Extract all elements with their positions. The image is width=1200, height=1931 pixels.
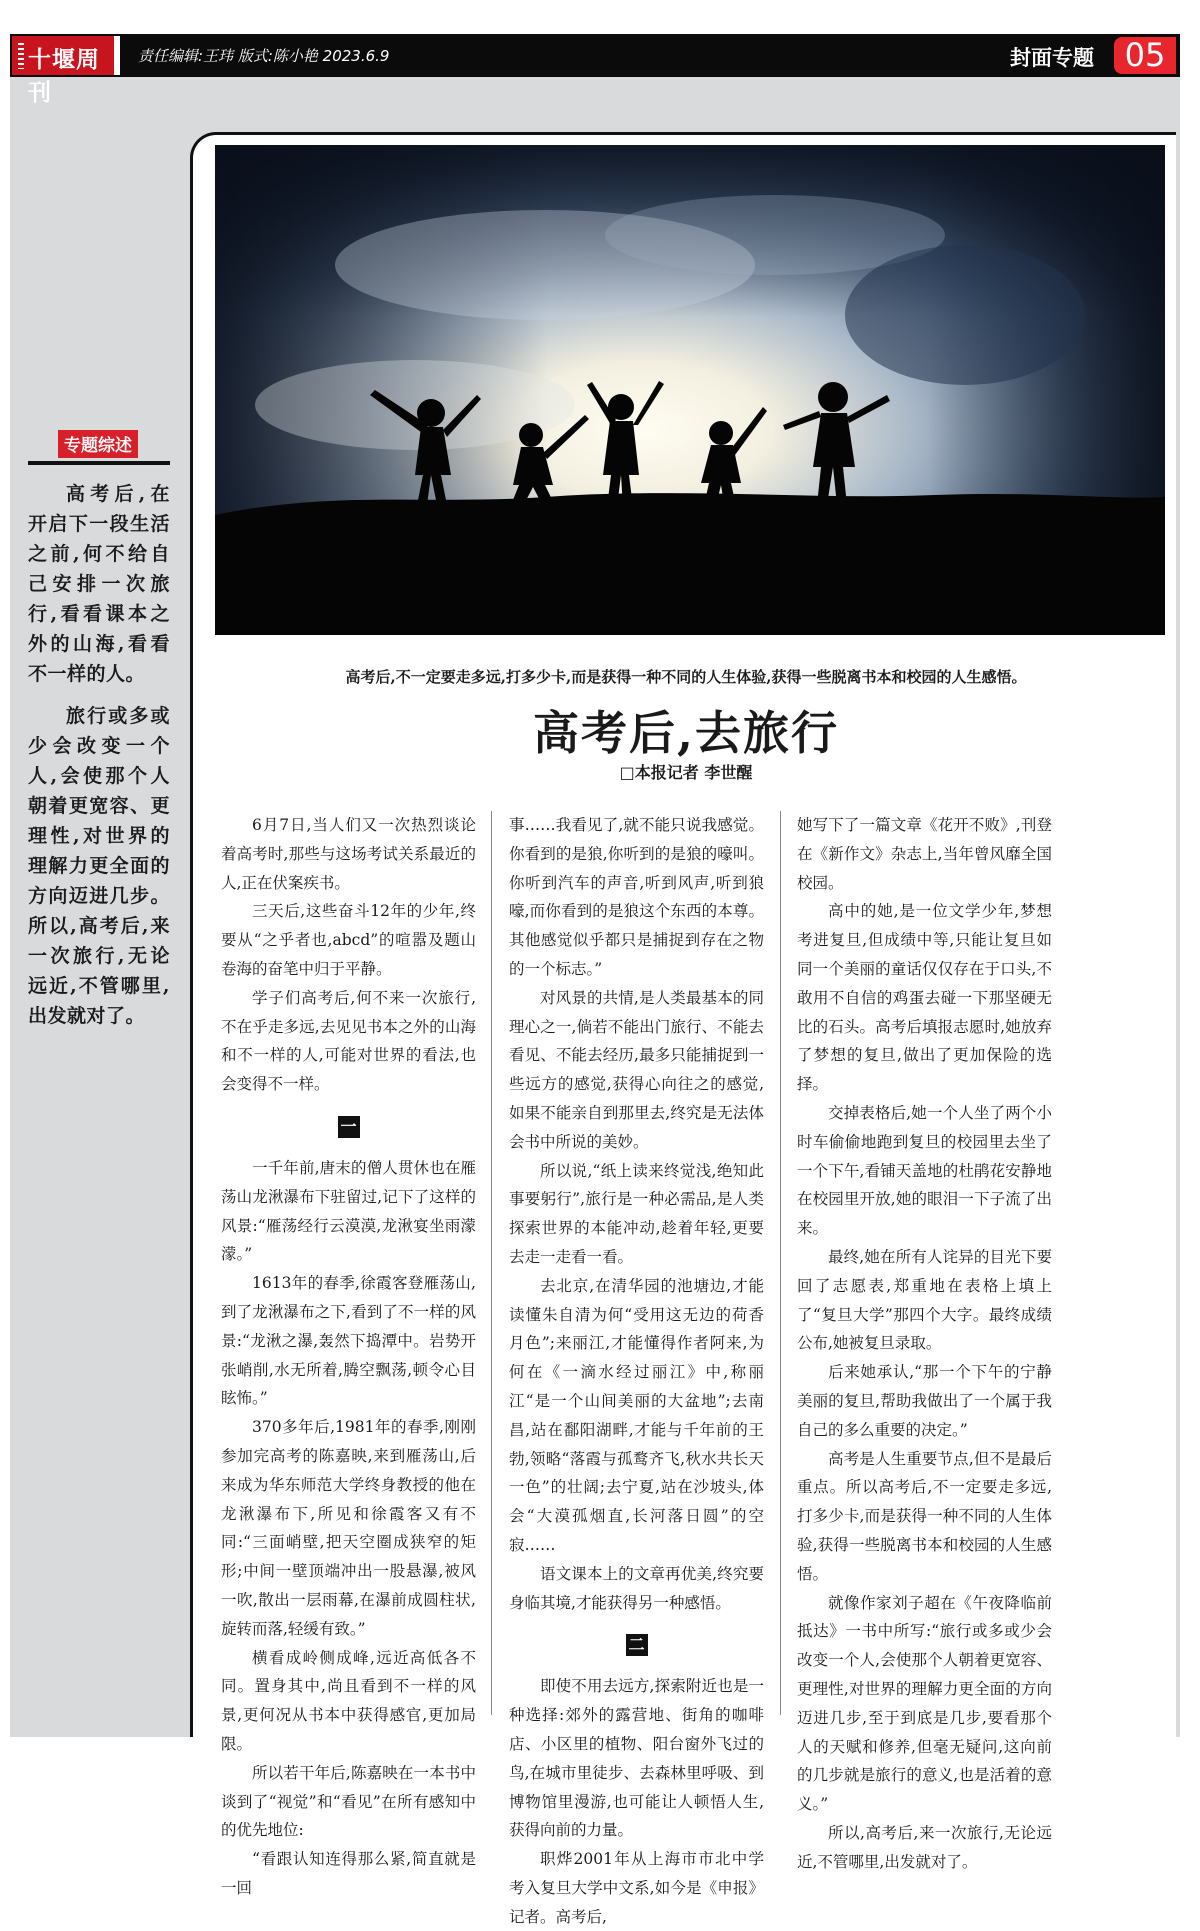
- paragraph: 6月7日,当人们又一次热烈谈论着高考时,那些与这场考试关系最近的人,正在伏案疾书。: [221, 816, 476, 892]
- article-column-1: [221, 811, 476, 1903]
- paragraph: 所以说,“纸上读来终觉浅,绝知此事要躬行”,旅行是一种必需品,是人类探索世界的本能冲动,趁着年轻,更要去走一走看一看。: [509, 1161, 764, 1266]
- paragraph: 横看成岭侧成峰,远近高低各不同。置身其中,尚且看到不一样的风景,更何况从书本中获得感官,更加局限。: [221, 1648, 476, 1753]
- paragraph: 所以若干年后,陈嘉映在一本书中谈到了“视觉”和“看见”在所有感知中的优先地位:: [221, 1763, 476, 1840]
- article-headline: 高考后,去旅行: [532, 706, 839, 760]
- section-marker-1: 一: [338, 1116, 360, 1138]
- paragraph: 高中的她,是一位文学少年,梦想考进复旦,但成绩中等,只能让复旦如同一个美丽的童话仅仅存在于口头,不敢用不自信的鸡蛋去碰一下那坚硬无比的石头。高考后填报志愿时,她放弃了梦想的复旦,做出了更加保险的选择。: [797, 902, 1052, 1094]
- sidebar-label: 专题综述: [58, 430, 138, 458]
- paragraph: 一千年前,唐末的僧人贯休也在雁荡山龙湫瀑布下驻留过,记下了这样的风景:“雁荡经行云漠漠,龙湫宴坐雨濛濛。”: [221, 1158, 476, 1264]
- sidebar-rule: [28, 461, 170, 465]
- paragraph: 职烨2001年从上海市市北中学考入复旦大学中文系,如今是《申报》记者。高考后,: [509, 1850, 764, 1926]
- paragraph: 后来她承认,“那一个下午的宁静美丽的复旦,帮助我做出了一个属于我自己的多么重要的决定。”: [797, 1363, 1052, 1439]
- article-column-3: [797, 811, 1052, 1876]
- paragraph: 事……我看见了,就不能只说我感觉。你看到的是狼,你听到的是狼的嚎叫。你听到汽车的声音,听到风声,听到狼嚎,而你看到的是狼这个东西的本尊。其他感觉似乎都只是捕捉到存在之物的一个标志。”: [509, 816, 764, 978]
- page-number: 05: [1114, 37, 1176, 74]
- column-divider: [491, 811, 492, 1715]
- paragraph: “看跟认知连得那么紧,简直就是一回: [221, 1850, 476, 1897]
- editor-credits: 责任编辑:王玮 版式:陈小艳 2023.6.9: [138, 47, 390, 65]
- masthead: [12, 36, 120, 106]
- paragraph: 语文课本上的文章再优美,终究要身临其境,才能获得另一种感悟。: [509, 1564, 764, 1612]
- article-panel: [190, 132, 1176, 1926]
- paragraph: 去北京,在清华园的池塘边,才能读懂朱自清为何“受用这无边的荷香月色”;来丽江,才能懂得作者阿来,为何在《一滴水经过丽江》中,称丽江“是一个山间美丽的大盆地”;去南昌,站在鄱阳湖畔,才能与千年前的王勃,领略“落霞与孤鹜齐飞,秋水共长天一色”的壮阔;去宁夏,站在沙坡头,体会“大漠孤烟直,长河落日圆”的空寂……: [509, 1276, 764, 1554]
- paragraph: 所以,高考后,来一次旅行,无论远近,不管哪里,出发就对了。: [797, 1823, 1052, 1871]
- paragraph: 最终,她在所有人诧异的目光下要回了志愿表,郑重地在表格上填上了“复旦大学”那四个大字。最终成绩公布,她被复旦录取。: [797, 1247, 1052, 1353]
- paragraph: 370多年后,1981年的春季,刚刚参加完高考的陈嘉映,来到雁荡山,后来成为华东师范大学终身教授的他在龙湫瀑布下,所见和徐霞客又有不同:“三面峭壁,把天空圈成狭窄的矩形;中间一壁顶端冲出一股悬瀑,被风一吹,散出一层雨幕,在瀑前成圆柱状,旋转而落,轻缓有致。”: [221, 1418, 476, 1638]
- paragraph: 高考是人生重要节点,但不是最后重点。所以高考后,不一定要走多远,打多少卡,而是获得一种不同的人生体验,获得一些脱离书本和校园的人生感悟。: [797, 1449, 1052, 1583]
- column-divider: [780, 811, 781, 1715]
- paragraph: 交掉表格后,她一个人坐了两个小时车偷偷地跑到复旦的校园里去坐了一个下午,看铺天盖地的杜鹃花安静地在校园里开放,她的眼泪一下子流了出来。: [797, 1103, 1052, 1238]
- article-byline: □本报记者 李世醒: [619, 763, 753, 782]
- article-deck: 高考后,不一定要走多远,打多少卡,而是获得一种不同的人生体验,获得一些脱离书本和校园的人生感悟。: [345, 668, 1027, 686]
- sidebar-paragraph-2: 旅行或多或少会改变一个人,会使那个人朝着更宽容、更理性,对世界的理解力更全面的方向迈进几步。所以,高考后,来一次旅行,无论远近,不管哪里,出发就对了。: [28, 705, 170, 1027]
- section-title: 封面专题: [1010, 46, 1094, 70]
- masthead-title: 十堰周刊: [28, 46, 100, 106]
- masthead-dots-decoration: [18, 43, 24, 69]
- paragraph: 对风景的共情,是人类最基本的同理心之一,倘若不能出门旅行、不能去看见、不能去经历,最多只能捕捉到一些远方的感觉,获得心向往之的感觉,如果不能亲自到那里去,终究是无法体会书中所说的美妙。: [509, 988, 764, 1151]
- article-column-2: [509, 811, 764, 1931]
- paragraph: 三天后,这些奋斗12年的少年,终要从“之乎者也,abcd”的喧嚣及题山卷海的奋笔中归于平静。: [221, 902, 476, 978]
- hero-photo: [215, 145, 1165, 635]
- paragraph: 她写下了一篇文章《花开不败》,刊登在《新作文》杂志上,当年曾风靡全国校园。: [797, 816, 1052, 892]
- paragraph: 1613年的春季,徐霞客登雁荡山,到了龙湫瀑布之下,看到了不一样的风景:“龙湫之瀑,轰然下捣潭中。岩势开张峭削,水无所着,腾空飘荡,顿令心目眩怖。”: [221, 1274, 476, 1408]
- paragraph: 就像作家刘子超在《午夜降临前抵达》一书中所写:“旅行或多或少会改变一个人,会使那个人朝着更宽容、更理性,对世界的理解力更全面的方向迈进几步,至于到底是几步,要看那个人的天赋和修养,但毫无疑问,这向前的几步就是旅行的意义,也是活着的意义。”: [797, 1593, 1052, 1814]
- section-marker-2: 二: [626, 1634, 648, 1656]
- kids-silhouette-sunset-image: [215, 145, 1165, 635]
- sidebar-overview: [28, 430, 170, 1043]
- page-header: [10, 34, 1180, 106]
- paragraph: 学子们高考后,何不来一次旅行,不在乎走多远,去见见书本之外的山海和不一样的人,可能对世界的看法,也会变得不一样。: [221, 988, 476, 1094]
- paragraph: 即使不用去远方,探索附近也是一种选择:郊外的露营地、街角的咖啡店、小区里的植物、阳台窗外飞过的鸟,在城市里徒步、去森林里呼吸、到博物馆里漫游,也可能让人顿悟人生,获得向前的力量。: [509, 1677, 764, 1840]
- sidebar-paragraph-1: 高考后,在开启下一段生活之前,何不给自己安排一次旅行,看看课本之外的山海,看看不一样的人。: [28, 483, 170, 685]
